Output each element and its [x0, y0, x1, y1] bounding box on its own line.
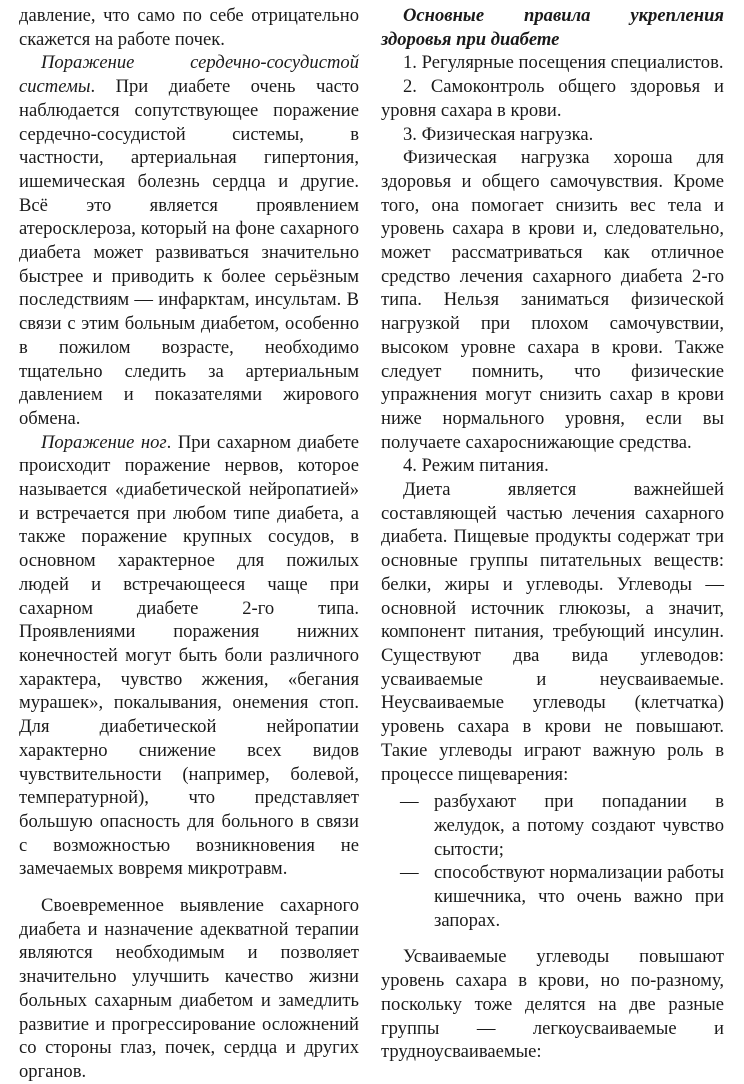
paragraph-timely-detection: Своевременное выявление сахарного диабета и назначение адекватной терапии являются необходимым и позволяет значительно улучшить качество жизни больных сахарным диабетом и замедлить развитие и прогрессирование осложнений со стороны глаз, почек, сердца и других органов. — [19, 895, 359, 1082]
paragraph-legs — [19, 431, 359, 881]
paragraph-physical-activity: Физическая нагрузка хороша для здоровья и общего самочувствия. Кроме того, она помогает снизить вес тела и уровень сахара в крови и, следовательно, может рассматриваться как отличное средство лечения сахарного диабета 2-го типа. Нельзя заниматься физической нагрузкой при плохом самочувствии, высоком уровне сахара в крови. Также следует помнить, что физические упражнения могут снизить сахар в крови ниже нормального уровня, если вы получаете сахароснижающие средства. — [381, 147, 724, 453]
rule-item-4: 4. Режим питания. — [403, 455, 549, 477]
list-item-text: разбухают при попадании в желудок, а потому создают чувство сытости; — [434, 791, 724, 860]
dash-list — [381, 790, 724, 932]
dash-mark: — — [400, 791, 419, 813]
term-legs: Поражение ног — [41, 431, 167, 453]
rule-item-2: 2. Самоконтроль общего здоровья и уровня сахара в крови. — [381, 76, 724, 121]
list-item-text: способствуют нормализации работы кишечника, что очень важно при запорах. — [434, 862, 724, 931]
list-item — [381, 861, 724, 932]
dash-mark: — — [400, 862, 419, 884]
section-heading: Основные правила укрепления здоровья при диабете — [381, 5, 724, 50]
right-column — [381, 4, 724, 1064]
list-item — [381, 790, 724, 861]
text-legs: . При сахарном диабете происходит поражение нервов, которое называется «диабетической нейропатией» и встречается при любом типе диабета, а также поражение крупных сосудов, в основном характерное для пожилых людей и встречающееся чаще при сахарном диабете 2-го типа. Проявлениями поражения нижних конечностей могут быть боли различного характера, чувство жжения, «бегания мурашек», покалывания, онемения стоп. Для диабетической нейропатии характерно снижение всех видов чувствительности (например, болевой, температурной), что представляет большую опасность для больного в связи с возможностью возникновения не замечаемых вовремя микротравм. — [19, 431, 359, 880]
rule-item-1: 1. Регулярные посещения специалистов. — [403, 52, 724, 74]
paragraph-diet: Диета является важнейшей составляющей частью лечения сахарного диабета. Пищевые продукты содержат три основные группы питательных веществ: белки, жиры и углеводы. Углеводы — основной источник глюкозы, а значит, компонент питания, требующий инсулин. Существуют два вида углеводов: усваиваемые и неусваиваемые. Неусваиваемые углеводы (клетчатка) уровень сахара в крови не повышают. Такие углеводы играют важную роль в процессе пищеварения: — [381, 479, 724, 785]
left-column — [19, 4, 359, 1084]
text-cardiovascular: . При диабете очень часто наблюдается сопутствующее поражение сердечно-сосудистой системы, в частности, артериальная гипертония, ишемическая болезнь сердца и другие. Всё это является проявлением атеросклероза, который на фоне сахарного диабета может развиваться значительно быстрее и приводить к более серьёзным последствиям — инфарктам, инсультам. В связи с этим больным диабетом, особенно в пожилом возрасте, необходимо тщательно следить за артериальным давлением и показателями жирового обмена. — [19, 76, 359, 429]
paragraph-digestible-carbs: Усваиваемые углеводы повышают уровень сахара в крови, но по-разному, поскольку тоже делятся на две разные группы — легкоусваиваемые и трудноусваиваемые: — [381, 946, 724, 1063]
rule-item-3: 3. Физическая нагрузка. — [403, 123, 594, 145]
term-cardiovascular: Поражение сердечно-сосудистой системы — [19, 52, 359, 98]
paragraph-kidney-end: давление, что само по себе отрицательно скажется на работе почек. — [19, 5, 359, 50]
paragraph-cardiovascular — [19, 51, 359, 430]
